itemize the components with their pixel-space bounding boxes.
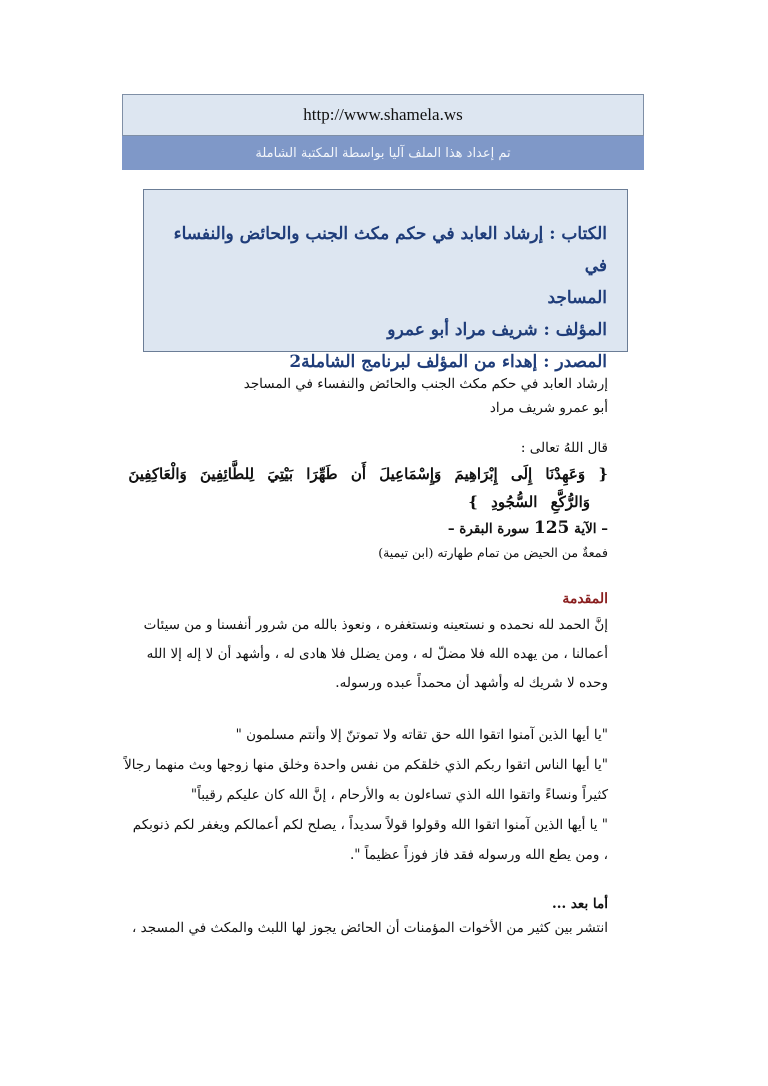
verse-reference <box>120 516 608 541</box>
intro-paragraph <box>120 611 608 698</box>
book-author: المؤلف : شريف مراد أبو عمرو <box>387 320 607 340</box>
book-title-line-2: المساجد <box>547 288 607 308</box>
document-body <box>120 372 608 940</box>
book-source: المصدر : إهداء من المؤلف لبرنامج الشاملة2 <box>289 352 607 372</box>
quran-quotes <box>120 720 608 870</box>
amma-baad: أما بعد ... <box>552 896 608 912</box>
verse-intro: قال اللهُ تعالى : <box>520 440 608 456</box>
intro-line: أعمالنا ، من يهده الله فلا مضلّ له ، ومن يضلل فلا هادى له ، وأشهد أن لا إله إلا الله <box>146 646 608 662</box>
quote-line: "يا أيها الناس اتقوا ربكم الذي خلقكم من نفس واحدة وخلق منها زوجها وبث منهما رجالاً <box>124 757 608 773</box>
verse-ref-prefix: – الآية <box>574 521 608 537</box>
quote-line: كثيراً ونساءً واتقوا الله الذي تساءلون به والأرحام ، إنَّ الله كان عليكم رقيباً" <box>190 787 608 803</box>
book-info-box <box>143 189 628 372</box>
body-book-title: إرشاد العابد في حكم مكث الجنب والحائض والنفساء في المساجد <box>243 376 608 392</box>
quote-line: ، ومن يطع الله ورسوله فقد فاز فوزاً عظيماً ". <box>349 847 608 863</box>
quote-line: فمعةٌ من الحيض من تمام طهارته (ابن تيمية) <box>378 545 608 560</box>
verse-line-2: وَالرُّكَّعِ السُّجُودِ } <box>468 493 590 511</box>
intro-line: إنَّ الحمد لله نحمده و نستعينه ونستغفره ، ونعوذ بالله من شرور أنفسنا و من سيئات <box>143 617 608 633</box>
last-line: انتشر بين كثير من الأخوات المؤمنات أن الحائض يجوز لها اللبث والمكث في المسجد ، <box>132 920 608 936</box>
body-author-name: أبو عمرو شريف مراد <box>489 400 608 416</box>
auto-generated-note: تم إعداد هذا الملف آليا بواسطة المكتبة الشاملة <box>122 136 644 170</box>
quote-line: "يا أيها الذين آمنوا اتقوا الله حق تقاته ولا تموتنّ إلا وأنتم مسلمون " <box>235 727 608 743</box>
quote-line: " يا أيها الذين آمنوا اتقوا الله وقولوا قولاً سديداً ، يصلح لكم أعمالكم ويغفر لكم ذنوبكم <box>132 817 608 833</box>
intro-line: وحده لا شريك له وأشهد أن محمداً عبده ورسوله. <box>335 675 608 691</box>
book-title-line-1: الكتاب : إرشاد العابد في حكم مكث الجنب والحائض والنفساء في <box>173 224 607 276</box>
verse-ref-number: 125 <box>533 518 570 538</box>
verse-line-1: { وَعَهِدْنَا إِلَى إِبْرَاهِيمَ وَإِسْمَاعِيلَ أَن طَهِّرَا بَيْتِيَ لِلطَّائِفِينَ وَالْعَاكِفِينَ <box>128 465 608 483</box>
source-url[interactable]: http://www.shamela.ws <box>122 94 644 136</box>
intro-heading: المقدمة <box>562 591 608 607</box>
verse-ref-suffix: سورة البقرة – <box>447 521 530 537</box>
